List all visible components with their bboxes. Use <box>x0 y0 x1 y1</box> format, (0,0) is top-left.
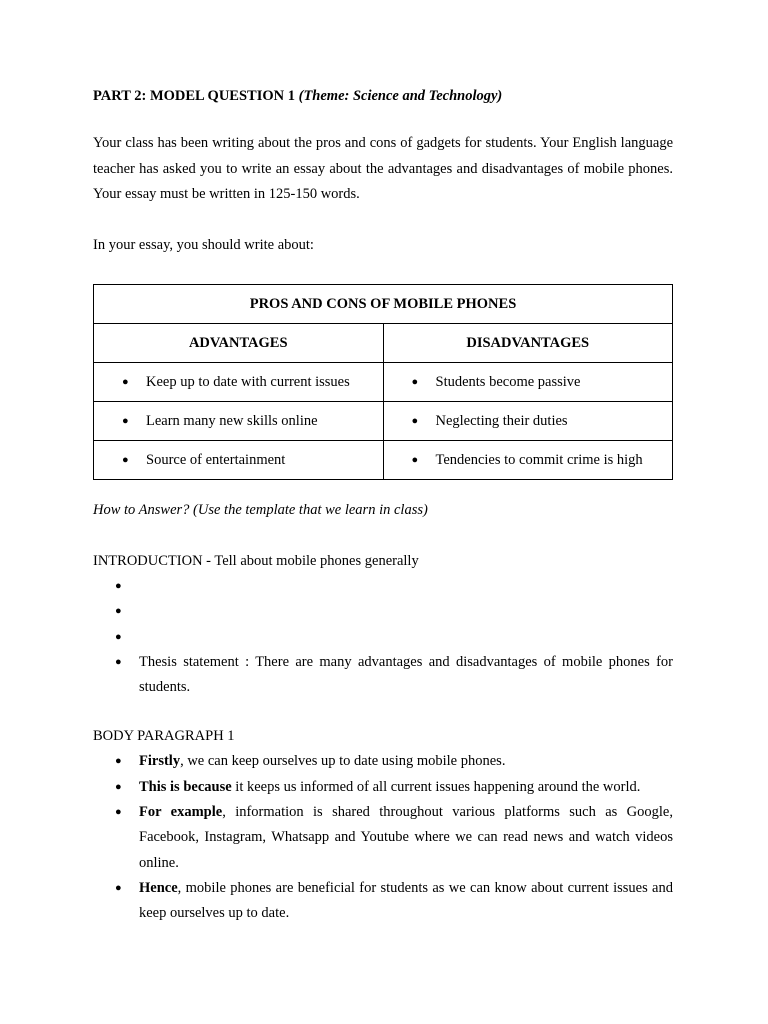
advantage-text: Learn many new skills online <box>146 412 318 429</box>
bullet-icon: ● <box>115 605 122 618</box>
bullet-icon: ● <box>122 376 129 388</box>
essay-prompt: In your essay, you should write about: <box>93 236 314 253</box>
point-keyword: Firstly <box>139 753 181 770</box>
advantage-cell <box>94 363 384 402</box>
point-text: , we can keep ourselves up to date using mobile phones. <box>180 753 506 770</box>
list-item <box>93 650 673 701</box>
body-paragraph-label: BODY PARAGRAPH 1 <box>93 728 235 745</box>
point-keyword: Hence <box>139 879 178 896</box>
thesis-statement: Thesis statement : There are many advantages and disadvantages of mobile phones for students. <box>139 653 673 696</box>
bullet-icon: ● <box>411 376 419 388</box>
bullet-icon: ● <box>411 415 419 427</box>
advantage-cell <box>94 402 384 441</box>
part-label: PART 2: MODEL QUESTION 1 <box>93 88 295 104</box>
table-row <box>94 402 673 441</box>
disadvantages-header: DISADVANTAGES <box>383 324 673 363</box>
list-item <box>93 574 673 599</box>
disadvantage-text: Students become passive <box>435 373 581 390</box>
bullet-icon: ● <box>122 415 129 427</box>
bullet-icon: ● <box>115 780 122 793</box>
list-item <box>93 599 673 624</box>
list-item <box>93 876 673 927</box>
question-heading <box>93 84 673 109</box>
disadvantage-text: Tendencies to commit crime is high <box>435 451 643 468</box>
list-item <box>93 749 673 774</box>
bullet-icon: ● <box>115 881 122 894</box>
table-row <box>94 441 673 480</box>
disadvantage-cell <box>383 441 673 480</box>
disadvantage-text: Neglecting their duties <box>435 412 568 429</box>
bullet-icon: ● <box>115 630 122 643</box>
advantage-cell <box>94 441 384 480</box>
pros-cons-table <box>93 284 673 480</box>
theme-label: (Theme: Science and Technology) <box>298 88 503 104</box>
body-paragraph-list <box>93 749 673 926</box>
point-keyword: This is because <box>139 778 232 795</box>
how-to-answer: How to Answer? (Use the template that we learn in class) <box>93 502 428 518</box>
disadvantage-cell <box>383 402 673 441</box>
introduction-label: INTRODUCTION - Tell about mobile phones generally <box>93 553 419 569</box>
bullet-icon: ● <box>411 454 419 466</box>
point-text: it keeps us informed of all current issues happening around the world. <box>231 778 641 795</box>
table-row <box>94 363 673 402</box>
bullet-icon: ● <box>115 755 122 768</box>
bullet-icon: ● <box>115 806 122 819</box>
list-item <box>93 775 673 800</box>
bullet-icon: ● <box>115 580 122 592</box>
advantage-text: Source of entertainment <box>146 451 286 468</box>
disadvantage-cell <box>383 363 673 402</box>
document-page <box>93 84 673 927</box>
point-text: , information is shared throughout various platforms such as Google, Facebook, Instagram, Whatsapp and Youtube where we can read news and watch videos online. <box>139 804 673 871</box>
point-text: , mobile phones are beneficial for students as we can know about current issues and keep ourselves up to date. <box>139 879 673 922</box>
list-item <box>93 800 673 876</box>
bullet-icon: ● <box>115 655 122 668</box>
bullet-icon: ● <box>122 454 129 466</box>
table-title: PROS AND CONS OF MOBILE PHONES <box>94 285 673 324</box>
advantage-text: Keep up to date with current issues <box>146 373 350 390</box>
introduction-list <box>93 574 673 700</box>
intro-paragraph: Your class has been writing about the pros and cons of gadgets for students. Your English language teacher has asked you to write an essay about the advantages and disadvantages of mobile phones. Your essay must be written in 125-150 words. <box>93 135 673 202</box>
advantages-header: ADVANTAGES <box>94 324 384 363</box>
point-keyword: For example <box>139 804 223 821</box>
list-item <box>93 625 673 650</box>
